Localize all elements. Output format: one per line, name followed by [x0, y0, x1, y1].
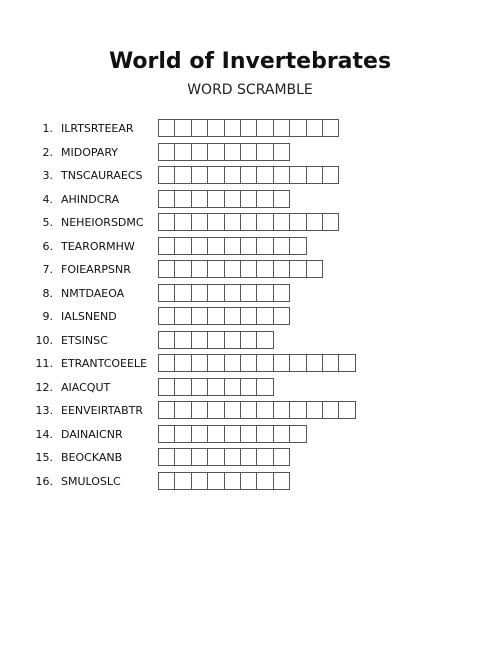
letter-box[interactable]	[191, 119, 208, 137]
scrambled-word: FOIEARPSNR	[61, 263, 131, 276]
puzzle-row	[0, 284, 500, 308]
letter-box[interactable]	[273, 119, 290, 137]
letter-box[interactable]	[174, 237, 191, 255]
puzzle-row	[0, 143, 500, 167]
letter-box[interactable]	[273, 425, 290, 443]
scrambled-word: NMTDAEOA	[61, 286, 125, 300]
letter-box[interactable]	[224, 331, 241, 349]
letter-box[interactable]	[191, 378, 208, 396]
letter-box[interactable]	[240, 448, 257, 466]
scrambled-word: NEHEIORSDMC	[61, 216, 144, 229]
letter-box[interactable]	[158, 166, 175, 184]
letter-box[interactable]	[174, 166, 191, 184]
letter-box[interactable]	[240, 284, 257, 302]
letter-box[interactable]	[191, 213, 208, 231]
letter-box[interactable]	[306, 401, 323, 419]
letter-box[interactable]	[207, 378, 224, 396]
answer-boxes[interactable]	[158, 331, 273, 349]
letter-box[interactable]	[191, 354, 208, 372]
letter-box[interactable]	[158, 448, 175, 466]
letter-box[interactable]	[207, 190, 224, 208]
letter-box[interactable]	[273, 354, 290, 372]
letter-box[interactable]	[207, 260, 224, 278]
letter-box[interactable]	[240, 307, 257, 325]
letter-box[interactable]	[273, 448, 290, 466]
letter-box[interactable]	[158, 260, 175, 278]
puzzle-number: 13.	[35, 404, 53, 417]
puzzle-number: 5.	[42, 216, 53, 229]
letter-box[interactable]	[273, 190, 290, 208]
letter-box[interactable]	[158, 331, 175, 349]
answer-boxes[interactable]	[158, 472, 289, 490]
letter-box[interactable]	[224, 472, 241, 490]
letter-box[interactable]	[256, 378, 273, 396]
letter-box[interactable]	[224, 284, 241, 302]
letter-box[interactable]	[191, 307, 208, 325]
letter-box[interactable]	[158, 284, 175, 302]
puzzle-row	[0, 190, 500, 214]
scrambled-word: ETRANTCOEELE	[61, 357, 148, 370]
scrambled-word: ETSINSC	[61, 333, 108, 347]
letter-box[interactable]	[289, 354, 306, 372]
letter-box[interactable]	[174, 260, 191, 278]
letter-box[interactable]	[191, 284, 208, 302]
letter-box[interactable]	[289, 260, 306, 278]
answer-boxes[interactable]	[158, 354, 355, 372]
puzzle-number: 14.	[35, 427, 53, 441]
letter-box[interactable]	[174, 284, 191, 302]
letter-box[interactable]	[256, 190, 273, 208]
letter-box[interactable]	[256, 260, 273, 278]
letter-box[interactable]	[256, 472, 273, 490]
letter-box[interactable]	[322, 354, 339, 372]
puzzle-row	[0, 472, 500, 496]
letter-box[interactable]	[256, 307, 273, 325]
letter-box[interactable]	[174, 401, 191, 419]
letter-box[interactable]	[224, 354, 241, 372]
letter-box[interactable]	[174, 331, 191, 349]
puzzle-number: 9.	[42, 310, 53, 323]
answer-boxes[interactable]	[158, 166, 338, 184]
letter-box[interactable]	[174, 190, 191, 208]
letter-box[interactable]	[256, 331, 273, 349]
page-subtitle: WORD SCRAMBLE	[187, 82, 313, 98]
letter-box[interactable]	[174, 119, 191, 137]
letter-box[interactable]	[207, 472, 224, 490]
scrambled-word: DAINAICNR	[61, 427, 123, 441]
letter-box[interactable]	[207, 143, 224, 161]
letter-box[interactable]	[224, 237, 241, 255]
letter-box[interactable]	[207, 425, 224, 443]
letter-box[interactable]	[273, 307, 290, 325]
answer-boxes[interactable]	[158, 448, 289, 466]
letter-box[interactable]	[158, 354, 175, 372]
letter-box[interactable]	[273, 166, 290, 184]
puzzle-row	[0, 237, 500, 261]
answer-boxes[interactable]	[158, 237, 306, 255]
puzzle-row	[0, 354, 500, 378]
letter-box[interactable]	[256, 401, 273, 419]
letter-box[interactable]	[224, 378, 241, 396]
letter-box[interactable]	[256, 284, 273, 302]
letter-box[interactable]	[191, 260, 208, 278]
letter-box[interactable]	[207, 119, 224, 137]
letter-box[interactable]	[256, 425, 273, 443]
answer-boxes[interactable]	[158, 190, 289, 208]
letter-box[interactable]	[224, 119, 241, 137]
letter-box[interactable]	[289, 166, 306, 184]
letter-box[interactable]	[322, 401, 339, 419]
scrambled-word: SMULOSLC	[61, 474, 121, 488]
letter-box[interactable]	[224, 401, 241, 419]
letter-box[interactable]	[256, 166, 273, 184]
letter-box[interactable]	[289, 425, 306, 443]
scrambled-word: MIDOPARY	[61, 145, 118, 159]
page-title: World of Invertebrates	[108, 49, 392, 74]
puzzle-number: 11.	[35, 357, 53, 370]
letter-box[interactable]	[273, 401, 290, 419]
letter-box[interactable]	[174, 472, 191, 490]
puzzle-number: 12.	[35, 380, 53, 394]
letter-box[interactable]	[174, 143, 191, 161]
puzzle-row	[0, 166, 500, 190]
letter-box[interactable]	[224, 307, 241, 325]
letter-box[interactable]	[322, 166, 339, 184]
letter-box[interactable]	[207, 354, 224, 372]
letter-box[interactable]	[338, 354, 355, 372]
answer-boxes[interactable]	[158, 378, 273, 396]
puzzle-row	[0, 119, 500, 143]
answer-boxes[interactable]	[158, 307, 289, 325]
puzzle-number: 6.	[42, 239, 53, 253]
puzzle-number: 8.	[42, 286, 53, 300]
letter-box[interactable]	[273, 260, 290, 278]
letter-box[interactable]	[207, 448, 224, 466]
letter-box[interactable]	[207, 166, 224, 184]
letter-box[interactable]	[191, 401, 208, 419]
scrambled-word: AIACQUT	[61, 380, 111, 394]
letter-box[interactable]	[240, 213, 257, 231]
puzzle-number: 10.	[35, 333, 53, 347]
letter-box[interactable]	[174, 448, 191, 466]
letter-box[interactable]	[207, 307, 224, 325]
answer-boxes[interactable]	[158, 143, 289, 161]
letter-box[interactable]	[256, 213, 273, 231]
answer-boxes[interactable]	[158, 401, 355, 419]
letter-box[interactable]	[174, 307, 191, 325]
letter-box[interactable]	[306, 119, 323, 137]
letter-box[interactable]	[273, 143, 290, 161]
answer-boxes[interactable]	[158, 260, 322, 278]
puzzle-row	[0, 401, 500, 425]
letter-box[interactable]	[240, 354, 257, 372]
letter-box[interactable]	[240, 190, 257, 208]
letter-box[interactable]	[174, 378, 191, 396]
letter-box[interactable]	[240, 401, 257, 419]
letter-box[interactable]	[158, 425, 175, 443]
letter-box[interactable]	[158, 378, 175, 396]
letter-box[interactable]	[289, 213, 306, 231]
letter-box[interactable]	[158, 472, 175, 490]
letter-box[interactable]	[240, 331, 257, 349]
scrambled-word: EENVEIRTABTR	[61, 404, 143, 417]
puzzle-row	[0, 307, 500, 331]
letter-box[interactable]	[191, 448, 208, 466]
letter-box[interactable]	[240, 425, 257, 443]
puzzle-row	[0, 425, 500, 449]
letter-box[interactable]	[289, 401, 306, 419]
letter-box[interactable]	[191, 331, 208, 349]
puzzle-number: 7.	[42, 263, 53, 276]
letter-box[interactable]	[273, 472, 290, 490]
letter-box[interactable]	[191, 425, 208, 443]
letter-box[interactable]	[207, 284, 224, 302]
letter-box[interactable]	[306, 354, 323, 372]
letter-box[interactable]	[224, 190, 241, 208]
letter-box[interactable]	[240, 378, 257, 396]
letter-box[interactable]	[174, 425, 191, 443]
letter-box[interactable]	[207, 213, 224, 231]
scrambled-word: IALSNEND	[61, 310, 117, 323]
puzzle-row	[0, 213, 500, 237]
letter-box[interactable]	[191, 190, 208, 208]
puzzle-number: 16.	[35, 474, 53, 488]
puzzle-number: 1.	[42, 122, 53, 135]
letter-box[interactable]	[306, 260, 323, 278]
scrambled-word: BEOCKANB	[61, 451, 123, 464]
letter-box[interactable]	[322, 119, 339, 137]
letter-box[interactable]	[322, 213, 339, 231]
answer-boxes[interactable]	[158, 425, 306, 443]
letter-box[interactable]	[207, 331, 224, 349]
letter-box[interactable]	[273, 213, 290, 231]
puzzle-number: 2.	[42, 145, 53, 159]
letter-box[interactable]	[174, 354, 191, 372]
letter-box[interactable]	[256, 354, 273, 372]
scrambled-word: AHINDCRA	[61, 192, 120, 206]
letter-box[interactable]	[273, 237, 290, 255]
puzzle-row	[0, 378, 500, 402]
letter-box[interactable]	[158, 119, 175, 137]
puzzle-row	[0, 331, 500, 355]
letter-box[interactable]	[224, 166, 241, 184]
letter-box[interactable]	[224, 213, 241, 231]
letter-box[interactable]	[224, 143, 241, 161]
puzzle-row	[0, 448, 500, 472]
letter-box[interactable]	[240, 143, 257, 161]
letter-box[interactable]	[306, 166, 323, 184]
scrambled-word: TEARORMHW	[61, 239, 135, 253]
puzzle-list	[0, 119, 500, 495]
letter-box[interactable]	[289, 119, 306, 137]
letter-box[interactable]	[191, 237, 208, 255]
letter-box[interactable]	[240, 166, 257, 184]
letter-box[interactable]	[224, 260, 241, 278]
letter-box[interactable]	[256, 143, 273, 161]
letter-box[interactable]	[207, 401, 224, 419]
letter-box[interactable]	[158, 237, 175, 255]
puzzle-row	[0, 260, 500, 284]
letter-box[interactable]	[191, 143, 208, 161]
letter-box[interactable]	[207, 237, 224, 255]
answer-boxes[interactable]	[158, 119, 338, 137]
letter-box[interactable]	[191, 166, 208, 184]
scrambled-word: TNSCAURAECS	[61, 169, 143, 182]
letter-box[interactable]	[174, 213, 191, 231]
letter-box[interactable]	[224, 448, 241, 466]
letter-box[interactable]	[256, 237, 273, 255]
letter-box[interactable]	[240, 237, 257, 255]
letter-box[interactable]	[306, 213, 323, 231]
letter-box[interactable]	[289, 237, 306, 255]
letter-box[interactable]	[338, 401, 355, 419]
letter-box[interactable]	[273, 284, 290, 302]
scrambled-word: ILRTSRTEEAR	[61, 122, 134, 135]
letter-box[interactable]	[240, 472, 257, 490]
letter-box[interactable]	[191, 472, 208, 490]
letter-box[interactable]	[158, 401, 175, 419]
letter-box[interactable]	[158, 190, 175, 208]
puzzle-number: 3.	[42, 169, 53, 182]
letter-box[interactable]	[224, 425, 241, 443]
letter-box[interactable]	[158, 307, 175, 325]
puzzle-number: 4.	[42, 192, 53, 206]
letter-box[interactable]	[256, 119, 273, 137]
letter-box[interactable]	[240, 260, 257, 278]
letter-box[interactable]	[240, 119, 257, 137]
puzzle-number: 15.	[35, 451, 53, 464]
letter-box[interactable]	[158, 213, 175, 231]
letter-box[interactable]	[256, 448, 273, 466]
answer-boxes[interactable]	[158, 213, 338, 231]
letter-box[interactable]	[158, 143, 175, 161]
answer-boxes[interactable]	[158, 284, 289, 302]
